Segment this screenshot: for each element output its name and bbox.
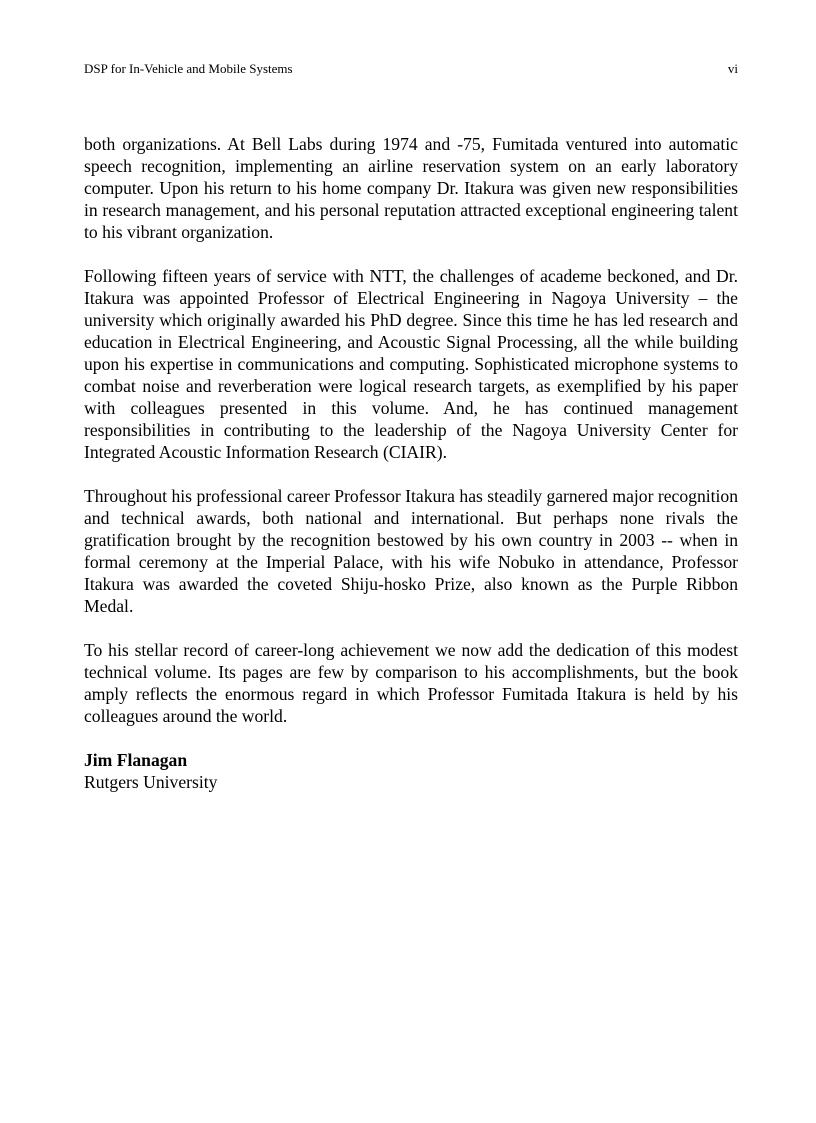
page-number: vi xyxy=(727,61,738,76)
running-title: DSP for In-Vehicle and Mobile Systems xyxy=(84,61,293,76)
signature-block xyxy=(84,749,738,793)
signature-affiliation: Rutgers University xyxy=(84,772,218,792)
signature-name: Jim Flanagan xyxy=(84,750,188,770)
body-text xyxy=(84,133,738,793)
page-header xyxy=(84,61,738,77)
paragraph-1: both organizations. At Bell Labs during 1974 and -75, Fumitada ventured into automatic speech recognition, implementing an airline reservation system on an early laboratory computer. Upon his return to his home company Dr. Itakura was given new responsibilities in research management, and his personal reputation attracted exceptional engineering talent to his vibrant organization. xyxy=(84,134,738,242)
paragraph-2: Following fifteen years of service with NTT, the challenges of academe beckoned, and Dr. Itakura was appointed Professor of Electrical Engineering in Nagoya University – the university which originally awarded his PhD degree. Since this time he has led research and education in Electrical Engineering, and Acoustic Signal Processing, all the while building upon his expertise in communications and computing. Sophisticated microphone systems to combat noise and reverberation were logical research targets, as exemplified by his paper with colleagues presented in this volume. And, he has continued management responsibilities in contributing to the leadership of the Nagoya University Center for Integrated Acoustic Information Research (CIAIR). xyxy=(84,266,738,462)
paragraph-3: Throughout his professional career Professor Itakura has steadily garnered major recognition and technical awards, both national and international. But perhaps none rivals the gratification brought by the recognition bestowed by his own country in 2003 -- when in formal ceremony at the Imperial Palace, with his wife Nobuko in attendance, Professor Itakura was awarded the coveted Shiju-hosko Prize, also known as the Purple Ribbon Medal. xyxy=(84,486,738,616)
paragraph-4: To his stellar record of career-long achievement we now add the dedication of this modest technical volume. Its pages are few by comparison to his accomplishments, but the book amply reflects the enormous regard in which Professor Fumitada Itakura is held by his colleagues around the world. xyxy=(84,640,738,726)
